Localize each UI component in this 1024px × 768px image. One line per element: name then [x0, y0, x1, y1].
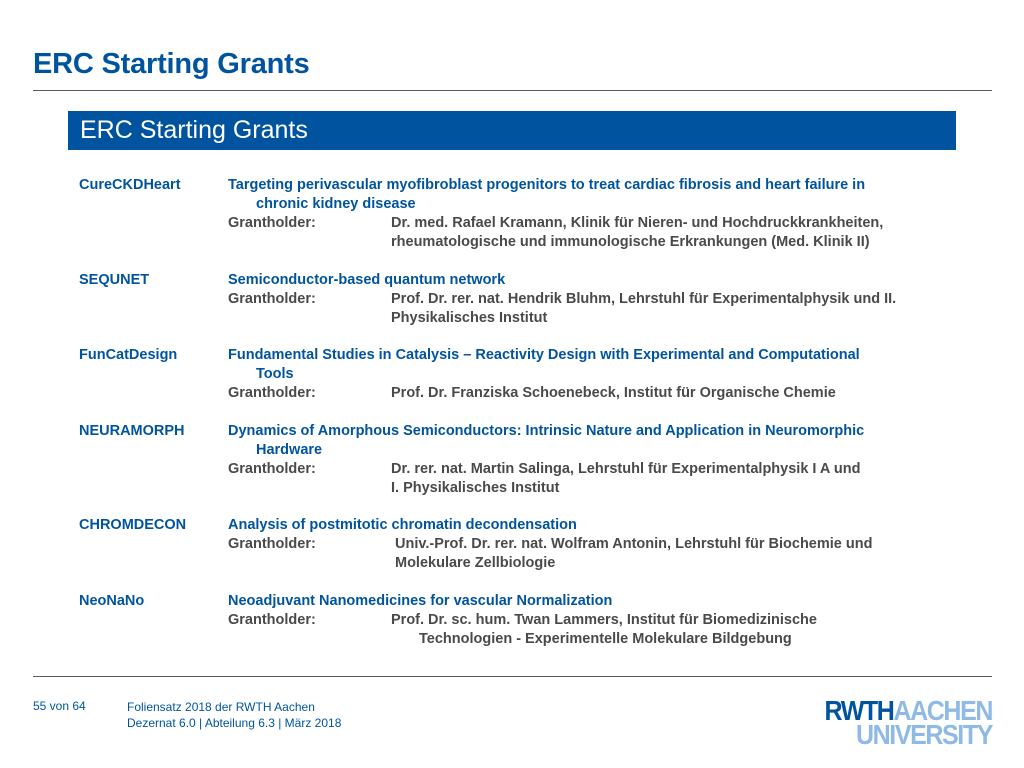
grant-title-line: Fundamental Studies in Catalysis – Reactivity Design with Experimental and Computational — [228, 347, 860, 363]
grant-title-line: Semiconductor-based quantum network — [228, 271, 506, 288]
grantholder-line: Prof. Dr. Franziska Schoenebeck, Institut für Organische Chemie — [391, 385, 836, 401]
grantholder-text — [391, 384, 971, 403]
grantholder-line: Technologien - Experimentelle Molekulare Bildgebung — [419, 630, 792, 647]
grant-title — [228, 176, 928, 214]
grant-title-line: chronic kidney disease — [256, 196, 416, 212]
grantholder-label: Grantholder: — [228, 611, 316, 628]
grantholder-line: Univ.-Prof. Dr. rer. nat. Wolfram Antonin, Lehrstuhl für Biochemie und — [395, 536, 873, 552]
grant-entry-neuramorph — [79, 422, 979, 498]
grant-title-line: Neoadjuvant Nanomedicines for vascular Normalization — [228, 592, 613, 609]
section-banner: ERC Starting Grants — [68, 111, 956, 150]
grant-title-line: Hardware — [256, 441, 323, 458]
grantholder-text — [391, 611, 971, 649]
grant-title — [228, 592, 928, 611]
grantholder-text — [391, 214, 971, 252]
grant-entry-chromdecon — [79, 516, 979, 573]
grant-entry-neonano — [79, 592, 979, 649]
logo-aachen: AACHEN — [893, 695, 992, 727]
grant-list — [79, 176, 979, 667]
footer-line: Dezernat 6.0 | Abteilung 6.3 | März 2018 — [127, 716, 342, 730]
grant-title-line: Targeting perivascular myofibroblast progenitors to treat cardiac fibrosis and heart failure in — [228, 177, 866, 193]
grant-title-line: Analysis of postmitotic chromatin decondensation — [228, 517, 577, 533]
grant-title — [228, 422, 928, 460]
grantholder-line: I. Physikalisches Institut — [391, 479, 560, 496]
logo-university: UNIVERSITY — [855, 719, 992, 751]
page-title: ERC Starting Grants — [33, 48, 310, 80]
grantholder-label: Grantholder: — [228, 290, 316, 307]
footer-line: Foliensatz 2018 der RWTH Aachen — [127, 700, 315, 714]
grant-acronym: NeoNaNo — [79, 592, 145, 609]
grant-entry-funcatdesign — [79, 346, 979, 403]
grantholder-label: Grantholder: — [228, 215, 316, 231]
grantholder-text — [391, 460, 971, 498]
top-divider — [33, 90, 992, 91]
rwth-logo — [822, 695, 992, 751]
page-number: 55 von 64 — [33, 699, 86, 713]
grant-title — [228, 516, 928, 535]
bottom-divider — [33, 676, 992, 677]
grant-title-line: Tools — [256, 366, 294, 382]
grant-acronym: CHROMDECON — [79, 517, 187, 533]
grant-acronym: SEQUNET — [79, 271, 150, 288]
grantholder-line: Prof. Dr. rer. nat. Hendrik Bluhm, Lehrstuhl für Experimentalphysik und II. — [391, 290, 897, 307]
grant-title — [228, 271, 928, 290]
grantholder-line: Dr. med. Rafael Kramann, Klinik für Nieren- und Hochdruckkrankheiten, — [391, 215, 884, 231]
grant-acronym: NEURAMORPH — [79, 422, 185, 439]
grant-entry-curecdkheart — [79, 176, 979, 252]
grantholder-line: rheumatologische und immunologische Erkrankungen (Med. Klinik II) — [391, 234, 870, 250]
grant-title — [228, 346, 928, 384]
grant-entry-sequnet — [79, 271, 979, 328]
grantholder-line: Prof. Dr. sc. hum. Twan Lammers, Institut für Biomedizinische — [391, 611, 817, 628]
grantholder-text — [391, 290, 971, 328]
grantholder-label: Grantholder: — [228, 460, 316, 477]
footer-info — [127, 699, 341, 731]
grant-acronym: CureCKDHeart — [79, 177, 181, 193]
logo-rwth: RWTH — [824, 695, 894, 727]
grantholder-label: Grantholder: — [228, 385, 316, 401]
grantholder-text — [391, 535, 975, 573]
grantholder-line: Physikalisches Institut — [391, 309, 548, 326]
grantholder-line: Dr. rer. nat. Martin Salinga, Lehrstuhl für Experimentalphysik I A und — [391, 460, 861, 477]
grant-acronym: FunCatDesign — [79, 347, 178, 363]
grantholder-label: Grantholder: — [228, 536, 316, 552]
grant-title-line: Dynamics of Amorphous Semiconductors: Intrinsic Nature and Application in Neuromorphic — [228, 422, 865, 439]
grantholder-line: Molekulare Zellbiologie — [395, 555, 556, 571]
